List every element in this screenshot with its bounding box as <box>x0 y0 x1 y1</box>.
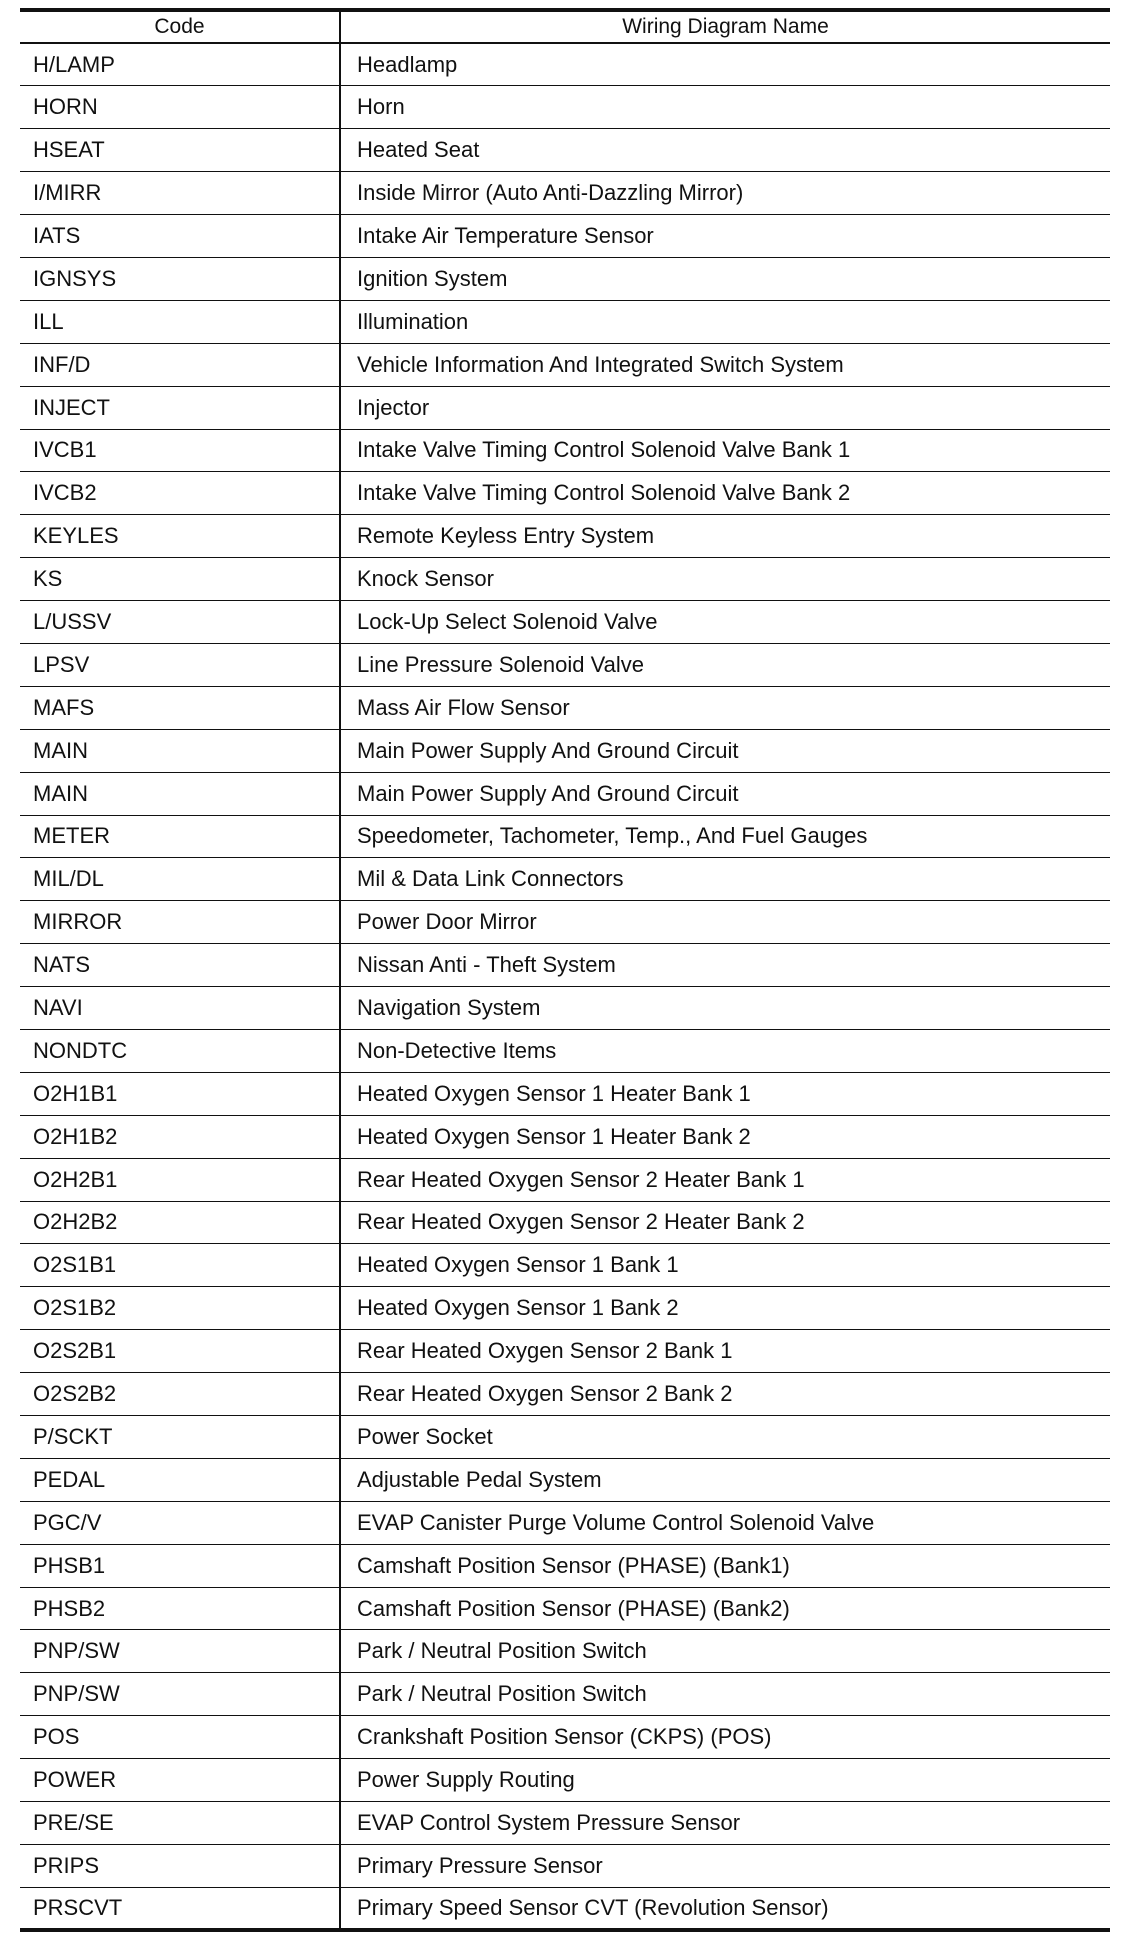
code-cell: O2H2B2 <box>20 1201 340 1244</box>
wiring-diagram-name-cell: Vehicle Information And Integrated Switch System <box>357 351 844 377</box>
wiring-diagram-name-cell: Mil & Data Link Connectors <box>357 866 624 892</box>
code-cell: KEYLES <box>20 515 340 558</box>
wiring-diagram-code-table-container <box>20 8 1110 1932</box>
wiring-diagram-name-cell: Adjustable Pedal System <box>357 1466 602 1492</box>
table-row <box>20 429 1110 472</box>
wiring-diagram-name-cell: Rear Heated Oxygen Sensor 2 Bank 1 <box>357 1338 733 1364</box>
table-row <box>20 300 1110 343</box>
table-body <box>20 43 1110 1930</box>
table-row <box>20 944 1110 987</box>
table-row <box>20 1458 1110 1501</box>
code-cell: IVCB2 <box>20 472 340 515</box>
table-row <box>20 1029 1110 1072</box>
table-row <box>20 772 1110 815</box>
wiring-diagram-code-table <box>20 8 1110 1932</box>
code-cell: PNP/SW <box>20 1630 340 1673</box>
table-row <box>20 172 1110 215</box>
table-row <box>20 601 1110 644</box>
code-cell: PRIPS <box>20 1844 340 1887</box>
table-row <box>20 1158 1110 1201</box>
code-cell: MIRROR <box>20 901 340 944</box>
table-row <box>20 386 1110 429</box>
table-row <box>20 129 1110 172</box>
wiring-diagram-name-cell: Mass Air Flow Sensor <box>357 694 570 720</box>
wiring-diagram-name-cell: Non-Detective Items <box>357 1037 557 1063</box>
code-cell: IVCB1 <box>20 429 340 472</box>
wiring-diagram-name-cell: Ignition System <box>357 265 508 291</box>
wiring-diagram-name-cell: Heated Seat <box>357 137 480 163</box>
table-row <box>20 1287 1110 1330</box>
table-header <box>20 10 1110 43</box>
code-cell: MAIN <box>20 772 340 815</box>
table-row <box>20 1244 1110 1287</box>
wiring-diagram-name-cell: Power Supply Routing <box>357 1767 575 1793</box>
code-cell: NAVI <box>20 987 340 1030</box>
wiring-diagram-name-cell: Inside Mirror (Auto Anti-Dazzling Mirror) <box>357 180 744 206</box>
table-row <box>20 472 1110 515</box>
code-cell: METER <box>20 815 340 858</box>
table-row <box>20 1802 1110 1845</box>
code-cell: O2S2B2 <box>20 1373 340 1416</box>
code-cell: O2H1B2 <box>20 1115 340 1158</box>
table-row <box>20 1587 1110 1630</box>
code-cell: IGNSYS <box>20 257 340 300</box>
wiring-diagram-name-cell: Intake Valve Timing Control Solenoid Valve Bank 1 <box>357 437 851 463</box>
table-row <box>20 1716 1110 1759</box>
table-row <box>20 558 1110 601</box>
code-cell: L/USSV <box>20 601 340 644</box>
wiring-diagram-name-cell: Park / Neutral Position Switch <box>357 1638 647 1664</box>
code-cell: KS <box>20 558 340 601</box>
wiring-diagram-name-cell: Navigation System <box>357 995 541 1021</box>
table-row <box>20 257 1110 300</box>
code-cell: PHSB1 <box>20 1544 340 1587</box>
code-cell: O2H2B1 <box>20 1158 340 1201</box>
code-cell: O2S1B2 <box>20 1287 340 1330</box>
wiring-diagram-name-cell: Primary Speed Sensor CVT (Revolution Sensor) <box>357 1894 829 1920</box>
wiring-diagram-name-cell: Heated Oxygen Sensor 1 Bank 2 <box>357 1295 679 1321</box>
wiring-diagram-name-cell: Primary Pressure Sensor <box>357 1852 603 1878</box>
table-row <box>20 1759 1110 1802</box>
wiring-diagram-name-cell: Main Power Supply And Ground Circuit <box>357 737 739 763</box>
wiring-diagram-name-cell: EVAP Control System Pressure Sensor <box>357 1809 741 1835</box>
wiring-diagram-name-cell: Heated Oxygen Sensor 1 Heater Bank 2 <box>357 1123 751 1149</box>
table-row <box>20 343 1110 386</box>
wiring-diagram-name-cell: Remote Keyless Entry System <box>357 523 655 549</box>
wiring-diagram-name-cell: Park / Neutral Position Switch <box>357 1681 647 1707</box>
wiring-diagram-name-cell: Illumination <box>357 308 469 334</box>
code-cell: PRSCVT <box>20 1887 340 1930</box>
wiring-diagram-name-cell: Horn <box>357 94 405 120</box>
table-row <box>20 215 1110 258</box>
wiring-diagram-name-cell: EVAP Canister Purge Volume Control Solenoid Valve <box>357 1509 875 1535</box>
code-cell: INF/D <box>20 343 340 386</box>
code-cell: PNP/SW <box>20 1673 340 1716</box>
name-column-header: Wiring Diagram Name <box>622 15 829 38</box>
code-cell: O2S1B1 <box>20 1244 340 1287</box>
table-row <box>20 1844 1110 1887</box>
table-row <box>20 1544 1110 1587</box>
wiring-diagram-name-cell: Rear Heated Oxygen Sensor 2 Heater Bank 2 <box>357 1209 805 1235</box>
table-row <box>20 1072 1110 1115</box>
code-cell: MAFS <box>20 686 340 729</box>
code-cell: I/MIRR <box>20 172 340 215</box>
table-row <box>20 1501 1110 1544</box>
wiring-diagram-name-cell: Nissan Anti - Theft System <box>357 952 616 978</box>
wiring-diagram-name-cell: Intake Air Temperature Sensor <box>357 223 654 248</box>
table-row <box>20 515 1110 558</box>
code-cell: H/LAMP <box>20 43 340 86</box>
wiring-diagram-name-cell: Camshaft Position Sensor (PHASE) (Bank2) <box>357 1595 790 1621</box>
wiring-diagram-name-cell: Headlamp <box>357 51 458 77</box>
code-cell: MAIN <box>20 729 340 772</box>
table-row <box>20 1887 1110 1930</box>
wiring-diagram-name-cell: Main Power Supply And Ground Circuit <box>357 780 739 806</box>
table-row <box>20 1201 1110 1244</box>
code-cell: HORN <box>20 86 340 129</box>
code-column-header: Code <box>20 10 340 43</box>
code-cell: PGC/V <box>20 1501 340 1544</box>
code-cell: POS <box>20 1716 340 1759</box>
wiring-diagram-name-cell: Line Pressure Solenoid Valve <box>357 651 644 677</box>
wiring-diagram-name-cell: Intake Valve Timing Control Solenoid Valve Bank 2 <box>357 480 851 506</box>
table-row <box>20 643 1110 686</box>
code-cell: NATS <box>20 944 340 987</box>
table-row <box>20 43 1110 86</box>
header-row <box>20 10 1110 43</box>
code-cell: PRE/SE <box>20 1802 340 1845</box>
wiring-diagram-name-cell: Heated Oxygen Sensor 1 Bank 1 <box>357 1252 679 1278</box>
table-row <box>20 1330 1110 1373</box>
wiring-diagram-name-cell: Heated Oxygen Sensor 1 Heater Bank 1 <box>357 1080 751 1106</box>
wiring-diagram-name-cell: Camshaft Position Sensor (PHASE) (Bank1) <box>357 1552 790 1578</box>
wiring-diagram-name-cell: Power Socket <box>357 1423 493 1449</box>
code-cell: PHSB2 <box>20 1587 340 1630</box>
table-row <box>20 1373 1110 1416</box>
wiring-diagram-name-cell: Rear Heated Oxygen Sensor 2 Bank 2 <box>357 1381 733 1407</box>
wiring-diagram-name-cell: Power Door Mirror <box>357 909 537 935</box>
table-row <box>20 901 1110 944</box>
code-cell: INJECT <box>20 386 340 429</box>
code-cell: P/SCKT <box>20 1416 340 1459</box>
table-row <box>20 1673 1110 1716</box>
code-cell: LPSV <box>20 643 340 686</box>
wiring-diagram-name-cell: Speedometer, Tachometer, Temp., And Fuel Gauges <box>357 823 868 849</box>
code-cell: ILL <box>20 300 340 343</box>
table-row <box>20 858 1110 901</box>
code-cell: HSEAT <box>20 129 340 172</box>
code-cell: NONDTC <box>20 1029 340 1072</box>
table-row <box>20 1630 1110 1673</box>
wiring-diagram-name-cell: Lock-Up Select Solenoid Valve <box>357 609 658 635</box>
table-row <box>20 987 1110 1030</box>
code-cell: MIL/DL <box>20 858 340 901</box>
table-row <box>20 1416 1110 1459</box>
table-row <box>20 86 1110 129</box>
wiring-diagram-name-cell: Rear Heated Oxygen Sensor 2 Heater Bank 1 <box>357 1166 805 1192</box>
wiring-diagram-name-cell: Knock Sensor <box>357 566 494 592</box>
code-cell: O2S2B1 <box>20 1330 340 1373</box>
code-cell: O2H1B1 <box>20 1072 340 1115</box>
table-row <box>20 729 1110 772</box>
code-cell: POWER <box>20 1759 340 1802</box>
wiring-diagram-name-cell: Crankshaft Position Sensor (CKPS) (POS) <box>357 1724 772 1750</box>
table-row <box>20 686 1110 729</box>
code-cell: IATS <box>20 215 340 258</box>
wiring-diagram-name-cell: Injector <box>357 394 430 420</box>
table-row <box>20 1115 1110 1158</box>
code-cell: PEDAL <box>20 1458 340 1501</box>
table-row <box>20 815 1110 858</box>
